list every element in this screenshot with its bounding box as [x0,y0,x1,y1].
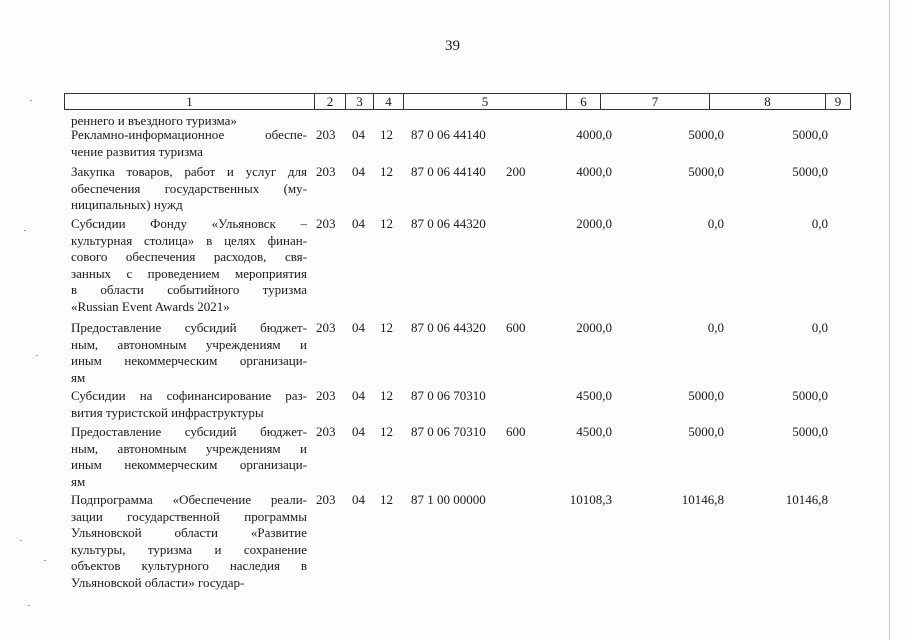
cell-col-4: 12 [380,388,393,403]
scan-speck [20,540,22,541]
scan-speck [28,605,30,606]
cell-col-8: 10146,8 [681,492,724,507]
description-line: чение развития туризма [71,143,203,159]
header-col-3: 3 [345,94,373,109]
page-edge-rule [889,0,890,640]
cell-col-3: 04 [352,127,365,142]
header-col-2: 2 [314,94,345,109]
cell-col-2: 203 [316,164,336,179]
header-col-1: 1 [186,94,193,109]
row-description [71,320,307,386]
cell-col-2: 203 [316,492,336,507]
header-col-4: 4 [373,94,403,109]
cell-col-2: 203 [316,216,336,231]
description-line: ным, автономным учреждениям и [71,336,307,352]
description-line: Закупка товаров, работ и услуг для [71,164,307,179]
description-line: Предоставление субсидий бюджет- [71,320,307,335]
cell-col-7: 4000,0 [576,127,612,142]
cell-col-3: 04 [352,320,365,335]
scan-speck [30,100,32,101]
row-description [71,424,307,490]
cell-col-4: 12 [380,164,393,179]
cell-col-7: 4000,0 [576,164,612,179]
description-line: реннего и въездного туризма» [71,113,237,128]
row-description [71,492,307,591]
description-line: в области событийного туризма [71,282,307,297]
cell-col-5: 87 0 06 44140 [411,127,486,142]
header-col-8: 8 [709,94,825,109]
cell-col-3: 04 [352,424,365,439]
cell-col-4: 12 [380,320,393,335]
scan-speck [36,355,38,356]
cell-col-5: 87 0 06 44320 [411,320,486,335]
description-line: ям [71,369,86,385]
cell-col-4: 12 [380,492,393,507]
description-line: Субсидии Фонду «Ульяновск – [71,216,307,231]
cell-col-5: 87 0 06 44140 [411,164,486,179]
description-line: ным, автономным учреждениям и [71,440,307,456]
description-line: Ульяновской области «Развитие [71,525,307,540]
row-description [71,127,307,160]
cell-col-2: 203 [316,388,336,403]
cell-col-6: 200 [506,164,526,179]
description-line: культурная столица» в целях финан- [71,232,307,248]
cell-col-9: 5000,0 [792,127,828,142]
cell-col-4: 12 [380,127,393,142]
cell-col-9: 0,0 [811,320,828,335]
header-col-5: 5 [403,94,566,109]
cell-col-4: 12 [380,216,393,231]
description-line: Рекламно-информационное обеспе- [71,127,307,142]
description-line: культуры, туризма и сохранение [71,541,307,557]
cell-col-7: 2000,0 [576,216,612,231]
description-line: сового обеспечения расходов, свя- [71,249,307,264]
cell-col-2: 203 [316,320,336,335]
cell-col-3: 04 [352,164,365,179]
cell-col-8: 5000,0 [688,388,724,403]
cell-col-8: 0,0 [707,216,724,231]
description-line: Ульяновской области» государ- [71,574,245,590]
cell-col-7: 4500,0 [576,388,612,403]
cell-col-6: 600 [506,320,526,335]
cell-col-9: 10146,8 [785,492,828,507]
page-number: 39 [445,38,460,54]
description-line: ям [71,473,86,489]
cell-col-3: 04 [352,492,365,507]
description-line: вития туристской инфраструктуры [71,404,264,420]
cell-col-5: 87 1 00 00000 [411,492,486,507]
cell-col-6: 600 [506,424,526,439]
cell-col-3: 04 [352,388,365,403]
cell-col-8: 5000,0 [688,424,724,439]
description-line: занных с проведением мероприятия [71,265,307,281]
cell-col-7: 2000,0 [576,320,612,335]
row-description [71,216,307,315]
cell-col-2: 203 [316,127,336,142]
cell-col-9: 5000,0 [792,388,828,403]
header-col-9: 9 [825,94,850,109]
cell-col-8: 0,0 [707,320,724,335]
cell-col-8: 5000,0 [688,164,724,179]
description-line: зации государственной программы [71,508,307,524]
cell-col-3: 04 [352,216,365,231]
description-line: «Russian Event Awards 2021» [71,298,230,314]
description-line: иным некоммерческим организаци- [71,353,307,368]
description-line: обеспечения государственных (му- [71,180,307,196]
scan-speck [24,230,26,231]
description-line: иным некоммерческим организаци- [71,457,307,472]
table-header-row [64,93,851,110]
cell-col-5: 87 0 06 70310 [411,388,486,403]
description-line: Предоставление субсидий бюджет- [71,424,307,439]
cell-col-9: 5000,0 [792,164,828,179]
cell-col-7: 10108,3 [569,492,612,507]
cell-col-9: 0,0 [811,216,828,231]
cell-col-4: 12 [380,424,393,439]
row-description [71,164,307,214]
cell-col-8: 5000,0 [688,127,724,142]
cell-col-5: 87 0 06 70310 [411,424,486,439]
cell-col-2: 203 [316,424,336,439]
cell-col-9: 5000,0 [792,424,828,439]
description-line: Субсидии на софинансирование раз- [71,388,307,403]
description-line: объектов культурного наследия в [71,558,307,573]
description-line: ниципальных) нужд [71,197,183,212]
cell-col-7: 4500,0 [576,424,612,439]
scan-speck [44,560,46,561]
header-col-6: 6 [566,94,600,109]
header-col-7: 7 [600,94,709,109]
row-description [71,388,307,421]
cell-col-5: 87 0 06 44320 [411,216,486,231]
description-line: Подпрограмма «Обеспечение реали- [71,492,307,507]
